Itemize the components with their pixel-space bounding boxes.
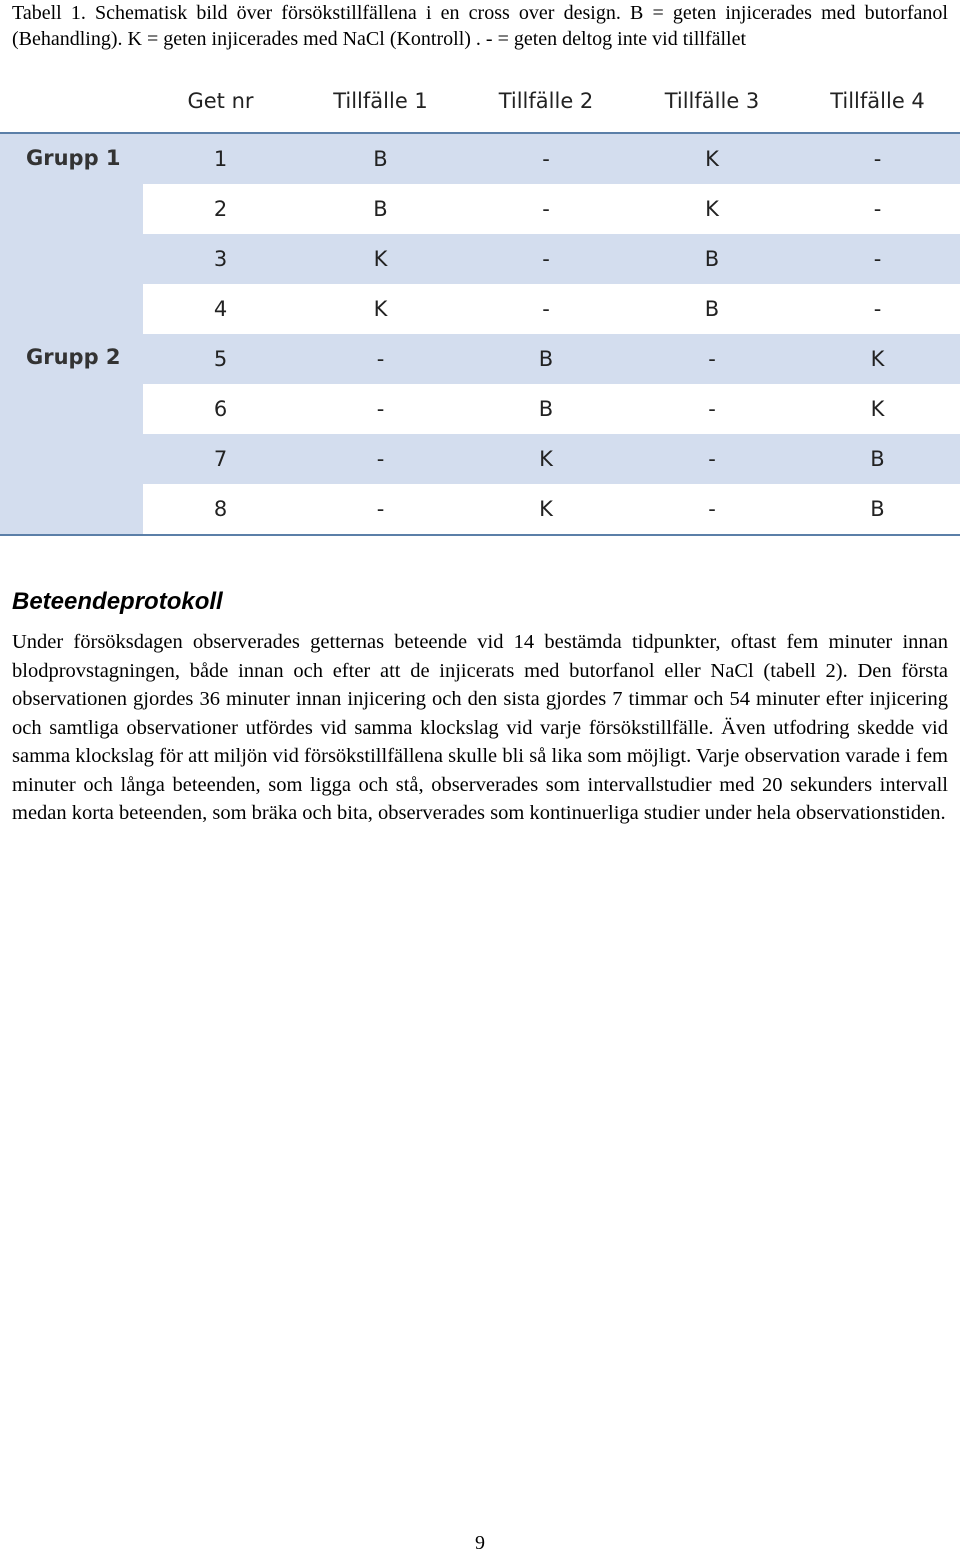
group-label: Grupp 1 (26, 146, 121, 170)
table-row (143, 434, 960, 484)
table-header (143, 76, 960, 126)
occasion-cell: B (704, 297, 720, 321)
occasion-cell: - (376, 347, 385, 371)
occasion-cell: - (542, 147, 550, 171)
occasion-cell: - (542, 297, 550, 321)
goat-number-cell: 8 (213, 497, 228, 521)
occasion-cell: - (376, 497, 385, 521)
table-row (143, 184, 960, 234)
page-number: 9 (475, 1532, 485, 1554)
table-row (143, 284, 960, 334)
goat-number-cell: 1 (213, 147, 228, 171)
table-row (143, 334, 960, 384)
occasion-cell: - (708, 347, 716, 371)
occasion-cell: K (870, 347, 885, 371)
occasion-cell: - (376, 397, 385, 421)
occasion-cell: - (873, 197, 882, 221)
occasion-cell: B (870, 497, 885, 521)
group-column (0, 134, 143, 534)
table-row (143, 234, 960, 284)
goat-number-cell: 4 (213, 297, 228, 321)
column-header: Get nr (187, 89, 254, 113)
occasion-cell: - (542, 247, 550, 271)
occasion-cell: K (539, 497, 553, 521)
occasion-cell: B (870, 447, 885, 471)
occasion-cell: K (539, 447, 553, 471)
goat-number-cell: 3 (213, 247, 228, 271)
section-heading: Beteendeprotokoll (12, 588, 223, 615)
occasion-cell: K (870, 397, 885, 421)
goat-number-cell: 6 (213, 397, 228, 421)
occasion-cell: K (373, 247, 388, 271)
goat-number-cell: 7 (213, 447, 228, 471)
table-row (143, 384, 960, 434)
occasion-cell: K (705, 197, 719, 221)
table-caption: Tabell 1. Schematisk bild över försökstillfällena i en cross over design. B = geten injicerades med butorfanol (Behandling). K = geten injicerades med NaCl (Kontroll) . - = geten deltog inte vid tillfället (12, 2, 948, 50)
column-header: Tillfälle 2 (498, 89, 594, 113)
occasion-cell: - (873, 247, 882, 271)
occasion-cell: B (373, 147, 388, 171)
group-label: Grupp 2 (26, 345, 121, 369)
column-header: Tillfälle 1 (333, 89, 428, 113)
goat-number-cell: 5 (213, 347, 228, 371)
occasion-cell: B (704, 247, 720, 271)
occasion-cell: B (538, 397, 554, 421)
occasion-cell: K (373, 297, 388, 321)
table-row (143, 484, 960, 534)
occasion-cell: B (538, 347, 554, 371)
goat-number-cell: 2 (213, 197, 228, 221)
occasion-cell: B (373, 197, 388, 221)
column-header: Tillfälle 4 (830, 89, 925, 113)
occasion-cell: - (873, 297, 882, 321)
occasion-cell: - (542, 197, 550, 221)
table-row (143, 134, 960, 184)
section-body: Under försöksdagen observerades getternas beteende vid 14 bestämda tidpunkter, oftast fem minuter innan blodprovstagningen, både innan och efter att de injicerats med butorfanol eller NaCl (tabell 2). Den första observationen gjordes 36 minuter innan injicering och den sista gjordes 7 timmar och 54 minuter efter injicering och samtliga observationer utfördes vid samma klockslag vid varje försökstillfälle. Även utfodring skedde vid samma klockslag för att miljön vid försökstillfällena skulle bli så lika som möjligt. Varje observation varade i fem minuter och långa beteenden, som ligga och stå, observerades som intervallstudier med 20 sekunders intervall medan korta beteenden, som bräka och bita, observerades som kontinuerliga studier under hela observationstiden. (12, 631, 948, 824)
occasion-cell: - (708, 497, 716, 521)
table-bottom-rule (0, 534, 960, 536)
occasion-cell: - (873, 147, 882, 171)
occasion-cell: - (708, 397, 716, 421)
occasion-cell: K (705, 147, 719, 171)
occasion-cell: - (708, 447, 716, 471)
occasion-cell: - (376, 447, 385, 471)
table-body (143, 134, 960, 534)
column-header: Tillfälle 3 (664, 89, 760, 113)
